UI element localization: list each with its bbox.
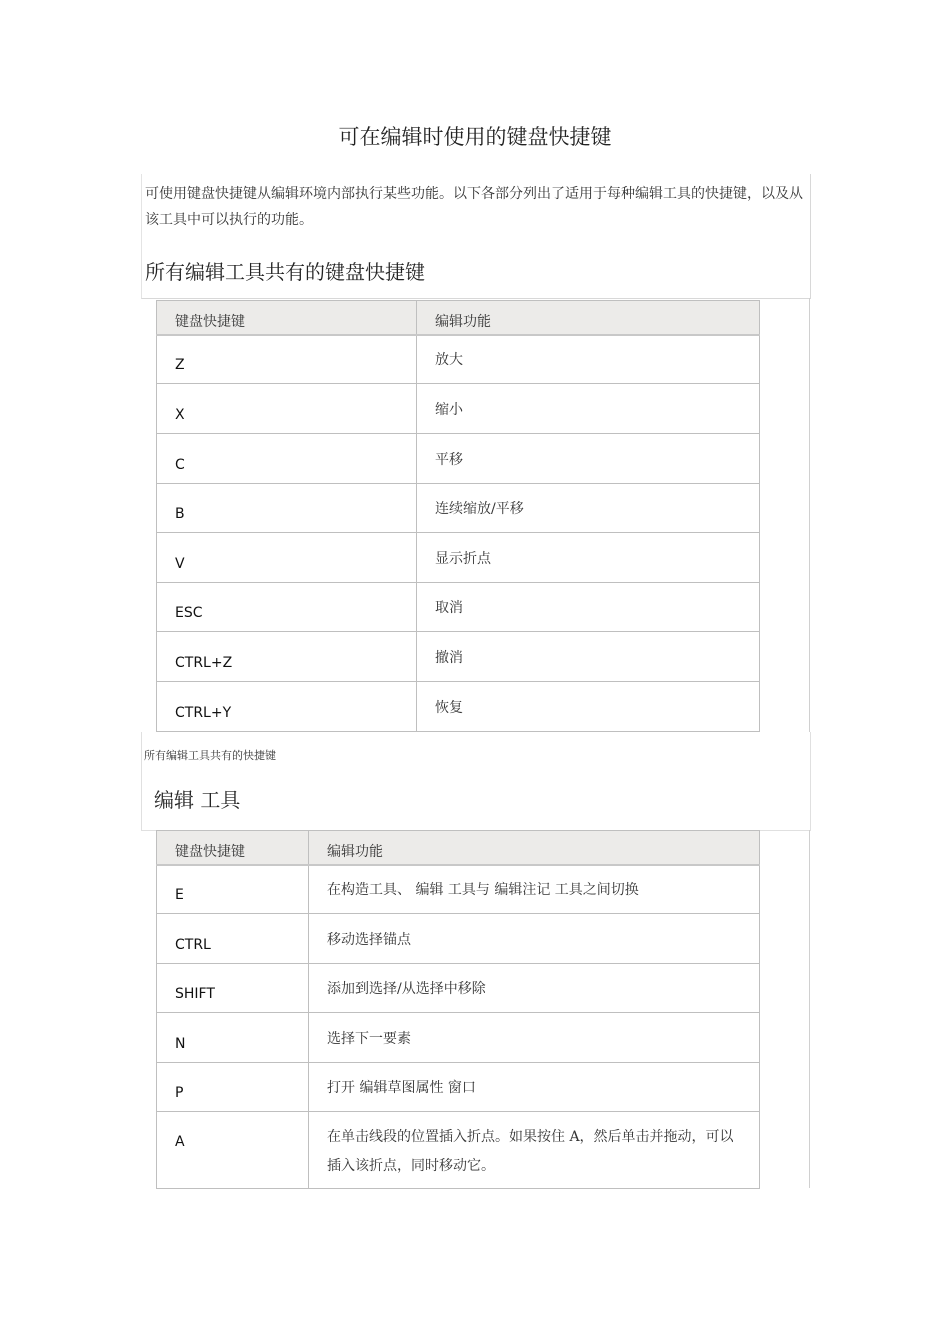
table-row [157,583,760,632]
shortcut-function: 平移 [417,434,760,484]
right-border [809,298,810,732]
shortcut-function: 恢复 [417,682,760,732]
shortcut-function: 移动选择锚点 [309,914,760,964]
table-header [157,301,760,335]
shortcut-key: N [157,1013,309,1063]
shortcut-function: 显示折点 [417,533,760,583]
shortcut-key: A [157,1112,309,1189]
shortcut-key: V [157,533,417,583]
shortcut-key: Z [157,335,417,384]
col-header-key: 键盘快捷键 [157,301,417,335]
shortcut-function: 取消 [417,583,760,632]
shortcut-key: B [157,484,417,533]
table-header [157,831,760,865]
table-row [157,533,760,583]
page-title: 可在编辑时使用的键盘快捷键 [338,125,612,149]
table-row [157,632,760,682]
col-header-key: 键盘快捷键 [157,831,309,865]
col-header-function: 编辑功能 [309,831,760,865]
shortcut-function: 连续缩放/平移 [417,484,760,533]
table-caption: 所有编辑工具共有的快捷键 [144,749,276,762]
col-header-function: 编辑功能 [417,301,760,335]
shortcut-function: 打开 编辑草图属性 窗口 [309,1063,760,1112]
shortcut-function: 撤消 [417,632,760,682]
table-row [157,384,760,434]
shortcuts-table-common [156,300,760,732]
shortcut-key: ESC [157,583,417,632]
table-row [157,914,760,964]
shortcut-function: 在单击线段的位置插入折点。如果按住 A，然后单击并拖动，可以插入该折点，同时移动它。 [309,1112,760,1189]
section2-heading: 编辑 工具 [154,788,241,812]
shortcut-key: CTRL+Z [157,632,417,682]
right-border [809,830,810,1188]
shortcut-key: C [157,434,417,484]
table-row [157,335,760,384]
section1-heading: 所有编辑工具共有的键盘快捷键 [145,260,425,284]
table-row [157,1112,760,1189]
table-row [157,865,760,914]
shortcut-key: E [157,865,309,914]
shortcut-function: 缩小 [417,384,760,434]
table-row [157,682,760,732]
shortcut-function: 添加到选择/从选择中移除 [309,964,760,1013]
shortcut-function: 选择下一要素 [309,1013,760,1063]
table-row [157,484,760,533]
table-row [157,1063,760,1112]
shortcut-key: P [157,1063,309,1112]
intro-paragraph: 可使用键盘快捷键从编辑环境内部执行某些功能。以下各部分列出了适用于每种编辑工具的快捷键，以及从该工具中可以执行的功能。 [145,186,803,228]
shortcut-key: X [157,384,417,434]
shortcuts-table-edit-tool [156,830,760,1189]
shortcut-key: CTRL+Y [157,682,417,732]
table-row [157,1013,760,1063]
shortcut-key: CTRL [157,914,309,964]
table-row [157,434,760,484]
shortcut-function: 在构造工具、 编辑 工具与 编辑注记 工具之间切换 [309,865,760,914]
shortcut-key: SHIFT [157,964,309,1013]
table-row [157,964,760,1013]
shortcut-function: 放大 [417,335,760,384]
